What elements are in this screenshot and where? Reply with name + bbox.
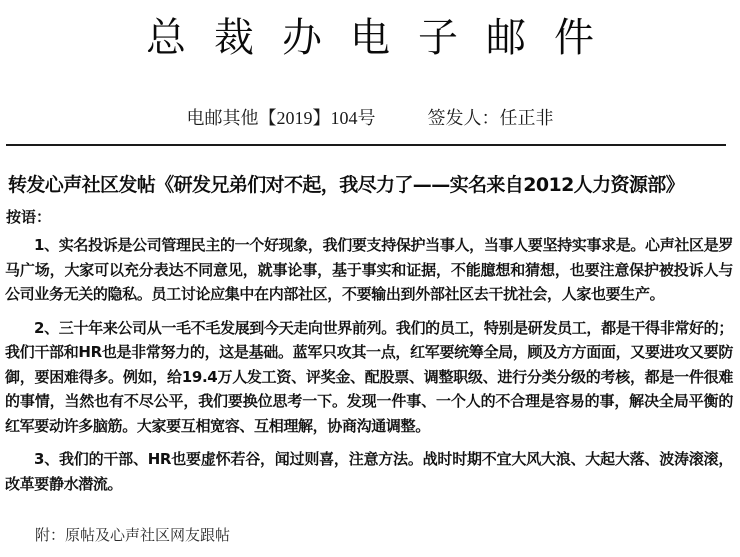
preface-label: 按语：: [6, 208, 52, 226]
document-title: 总裁办电子邮件: [146, 15, 622, 61]
paragraph-2: 2、三十年来公司从一毛不毛发展到今天走向世界前列。我们的员工，特别是研发员工，都是干得非常好的；我们干部和HR也是非常努力的，这是基础。蓝军只攻其一点，红军要统筹全局，顾及方方面面，又要进攻又要防御，要困难得多。例如，给19.4万人发工资、评奖金、配股票、调整职级、进行分类分级的考核，都是一件很难的事情，当然也有不尽公平，我们要换位思考一下。发现一件事、一个人的不合理是容易的事，解决全局平衡的红军要动许多脑筋。大家要互相宽容、互相理解，协商沟通调整。: [5, 318, 733, 435]
paragraph-3: 3、我们的干部、HR也要虚怀若谷，闻过则喜，注意方法。战时时期不宜大风大浪、大起大落、波涛滚滚，改革要静水潜流。: [5, 450, 733, 493]
document-meta: [0, 104, 740, 132]
paragraph-1: 1、实名投诉是公司管理民主的一个好现象，我们要支持保护当事人，当事人要坚持实事求是。心声社区是罗马广场，大家可以充分表达不同意见，就事论事，基于事实和证据，不能臆想和猜想，也要注意保护被投诉人与公司业务无关的隐私。员工讨论应集中在内部社区，不要输出到外部社区去干扰社会，人家也要生产。: [5, 236, 733, 303]
attachment-note: 附：原帖及心声社区网友跟帖: [35, 526, 231, 544]
signer-label: 签发人：: [427, 108, 500, 128]
signer-name: 任正非: [499, 108, 554, 128]
header-divider: [6, 144, 726, 146]
document-number: 电邮其他【2019】104号: [186, 108, 376, 128]
email-headline: 转发心声社区发帖《研发兄弟们对不起，我尽力了——实名来自2012人力资源部》: [8, 174, 685, 196]
body-text: [5, 233, 733, 505]
